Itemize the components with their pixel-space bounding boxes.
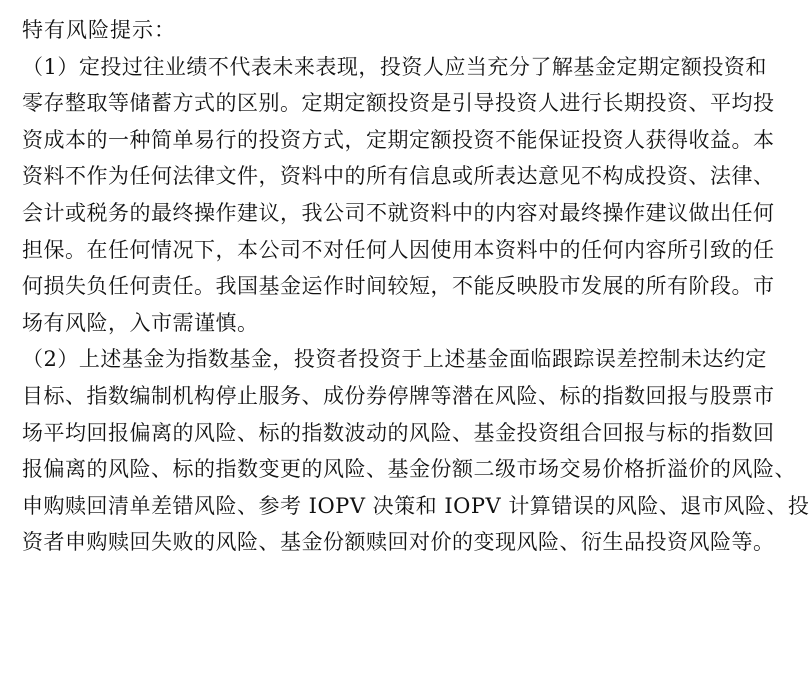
paragraph-line: 场平均回报偏离的风险、标的指数波动的风险、基金投资组合回报与标的指数回 [22,420,775,445]
risk-disclosure-document [22,12,810,561]
paragraph-line: 申购赎回清单差错风险、参考 IOPV 决策和 IOPV 计算错误的风险、退市风险、投 [22,493,810,518]
paragraph-line: 何损失负任何责任。我国基金运作时间较短，不能反映股市发展的所有阶段。市 [22,274,775,299]
paragraph-line: （2）上述基金为指数基金，投资者投资于上述基金面临跟踪误差控制未达约定 [22,347,767,372]
paragraph-line: 场有风险，入市需谨慎。 [22,310,259,335]
paragraph-line: 零存整取等储蓄方式的区别。定期定额投资是引导投资人进行长期投资、平均投 [22,91,775,116]
paragraph-line: 会计或税务的最终操作建议，我公司不就资料中的内容对最终操作建议做出任何 [22,200,775,225]
paragraph-line: 资料不作为任何法律文件，资料中的所有信息或所表达意见不构成投资、法律、 [22,164,775,189]
paragraph-line: 资成本的一种简单易行的投资方式，定期定额投资不能保证投资人获得收益。本 [22,127,775,152]
paragraph-line: 报偏离的风险、标的指数变更的风险、基金份额二级市场交易价格折溢价的风险、 [22,457,796,482]
paragraph-line: 担保。在任何情况下，本公司不对任何人因使用本资料中的任何内容所引致的任 [22,237,775,262]
paragraph-line: 资者申购赎回失败的风险、基金份额赎回对价的变现风险、衍生品投资风险等。 [22,530,775,555]
paragraph-line: （1）定投过往业绩不代表未来表现，投资人应当充分了解基金定期定额投资和 [22,54,767,79]
document-heading: 特有风险提示： [22,18,176,42]
paragraph-2 [22,341,810,561]
paragraph-1 [22,49,794,342]
paragraph-line: 目标、指数编制机构停止服务、成份券停牌等潜在风险、标的指数回报与股票市 [22,383,775,408]
